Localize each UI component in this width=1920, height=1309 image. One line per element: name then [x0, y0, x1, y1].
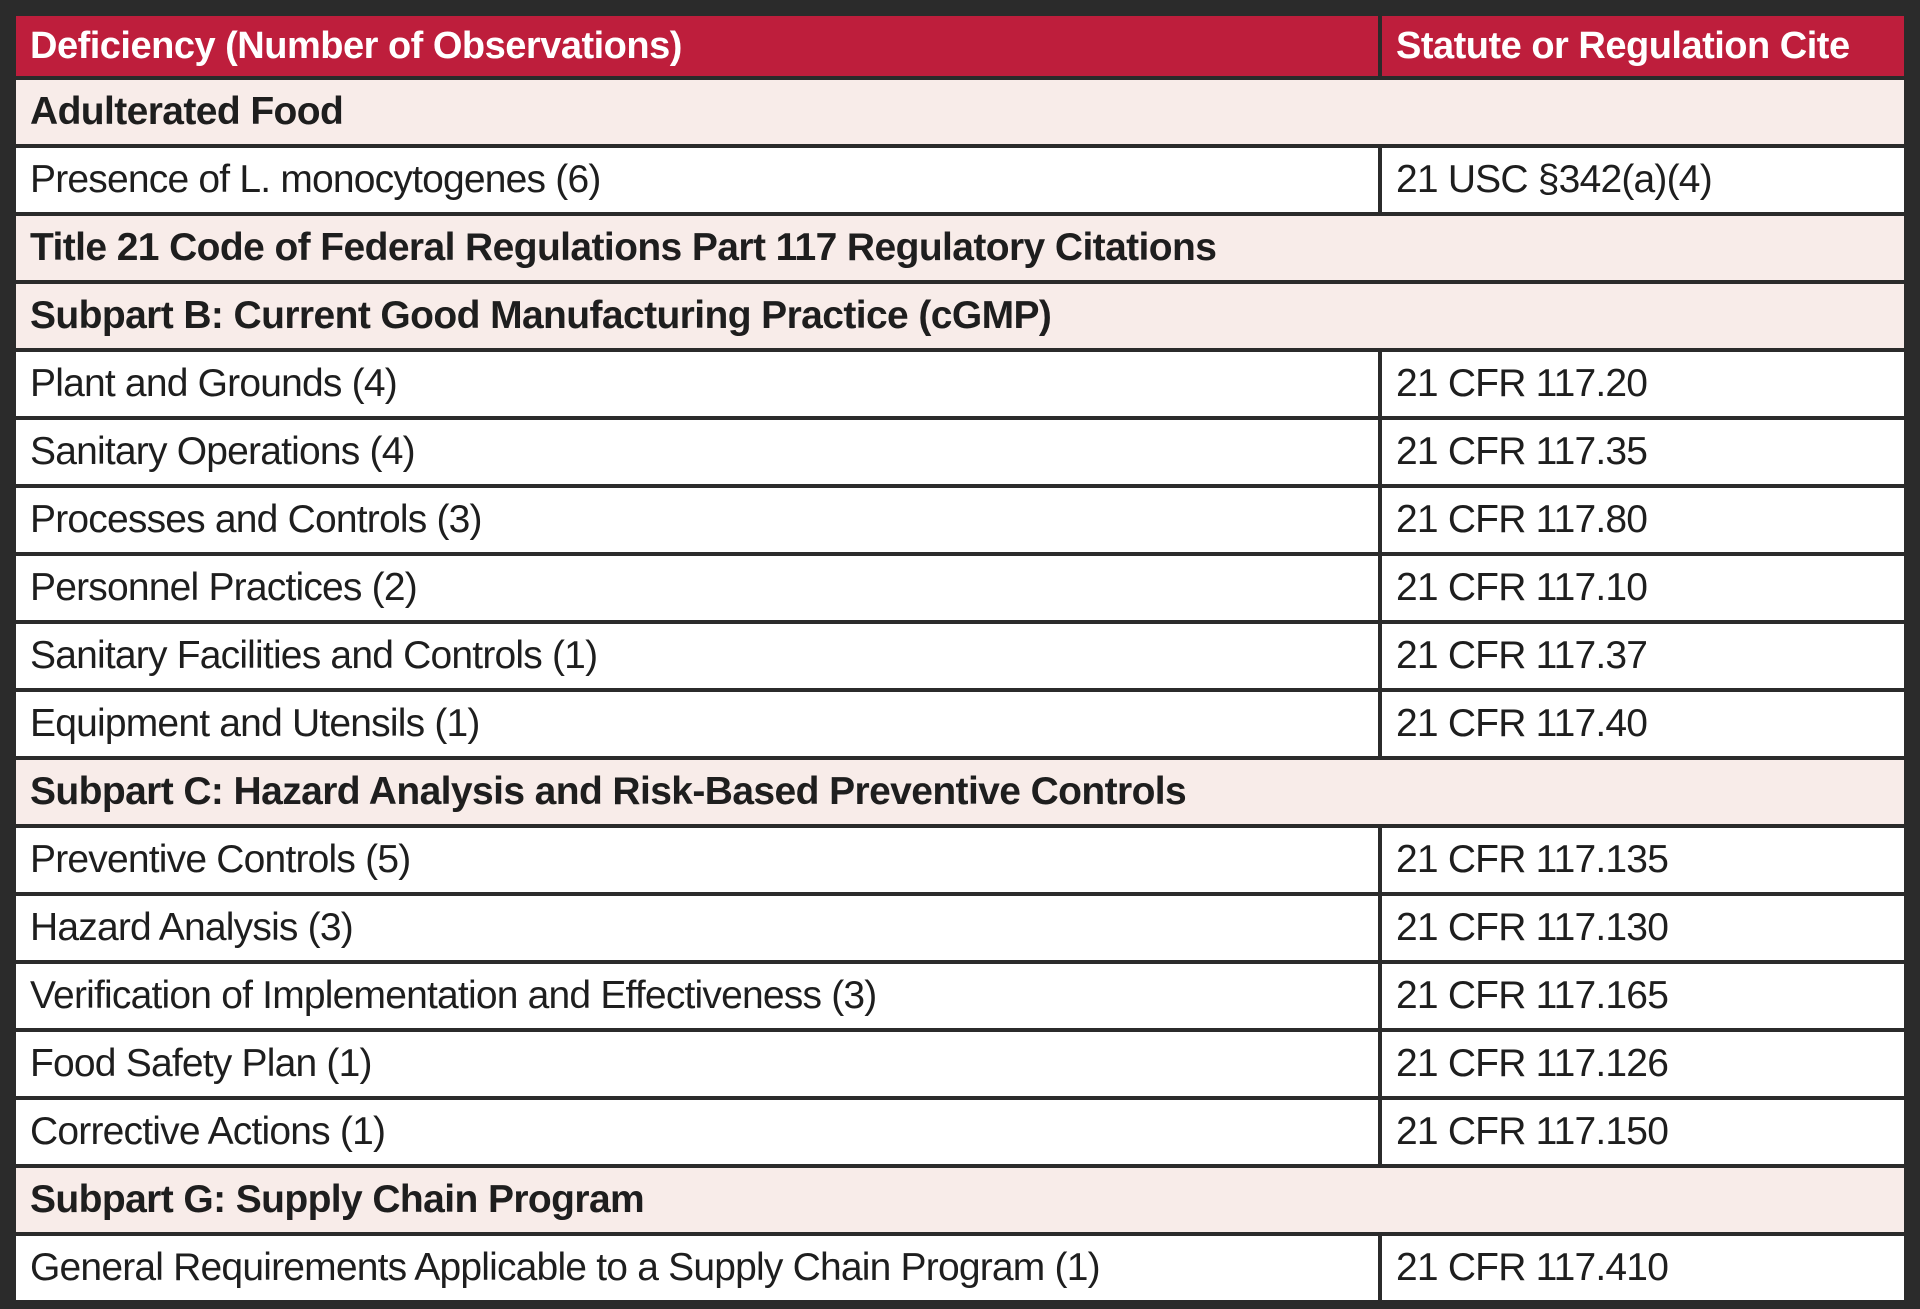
- header-cite: Statute or Regulation Cite: [1380, 14, 1906, 78]
- table-row: [14, 1234, 1906, 1302]
- deficiency-text: Sanitary Operations (4): [30, 430, 415, 473]
- deficiency-cell: [14, 1234, 1380, 1302]
- cite-cell: [1380, 826, 1906, 894]
- deficiency-cell: [14, 350, 1380, 418]
- cite-cell: [1380, 554, 1906, 622]
- deficiency-text: Corrective Actions (1): [30, 1110, 386, 1153]
- table-row: [14, 894, 1906, 962]
- cite-cell: [1380, 1098, 1906, 1166]
- deficiency-text: Hazard Analysis (3): [30, 906, 353, 949]
- section-row: [14, 758, 1906, 826]
- header-deficiency: Deficiency (Number of Observations): [14, 14, 1380, 78]
- cite-text: 21 USC §342(a)(4): [1396, 158, 1712, 201]
- deficiency-text: Personnel Practices (2): [30, 566, 417, 609]
- deficiency-cell: [14, 962, 1380, 1030]
- section-heading: [14, 1166, 1906, 1234]
- deficiency-cell: [14, 622, 1380, 690]
- deficiency-cell: [14, 418, 1380, 486]
- cite-cell: [1380, 894, 1906, 962]
- section-row: [14, 282, 1906, 350]
- deficiency-text: General Requirements Applicable to a Supply Chain Program (1): [30, 1246, 1100, 1289]
- cite-cell: [1380, 690, 1906, 758]
- section-row: [14, 1166, 1906, 1234]
- section-row: [14, 78, 1906, 146]
- cite-cell: [1380, 622, 1906, 690]
- deficiency-cell: [14, 554, 1380, 622]
- cite-cell: [1380, 1030, 1906, 1098]
- table-row: [14, 486, 1906, 554]
- cite-text: 21 CFR 117.35: [1396, 430, 1648, 473]
- table-row: [14, 622, 1906, 690]
- cite-cell: [1380, 418, 1906, 486]
- section-heading-text: Subpart C: Hazard Analysis and Risk-Based Preventive Controls: [30, 770, 1187, 813]
- table-row: [14, 418, 1906, 486]
- deficiency-cell: [14, 486, 1380, 554]
- section-heading: [14, 214, 1906, 282]
- table-row: [14, 350, 1906, 418]
- deficiency-cell: [14, 1098, 1380, 1166]
- deficiency-table: [12, 12, 1908, 1304]
- cite-cell: [1380, 350, 1906, 418]
- deficiency-text: Presence of L. monocytogenes (6): [30, 158, 601, 201]
- cite-text: 21 CFR 117.126: [1396, 1042, 1669, 1085]
- section-heading: [14, 758, 1906, 826]
- section-heading-text: Title 21 Code of Federal Regulations Part 117 Regulatory Citations: [30, 226, 1217, 269]
- cite-text: 21 CFR 117.410: [1396, 1246, 1669, 1289]
- table-row: [14, 826, 1906, 894]
- table-row: [14, 554, 1906, 622]
- section-heading-text: Adulterated Food: [30, 90, 344, 133]
- cite-cell: [1380, 146, 1906, 214]
- deficiency-text: Preventive Controls (5): [30, 838, 411, 881]
- table-row: [14, 146, 1906, 214]
- cite-text: 21 CFR 117.165: [1396, 974, 1669, 1017]
- deficiency-cell: [14, 146, 1380, 214]
- cite-text: 21 CFR 117.135: [1396, 838, 1669, 881]
- cite-text: 21 CFR 117.130: [1396, 906, 1669, 949]
- deficiency-cell: [14, 1030, 1380, 1098]
- cite-cell: [1380, 1234, 1906, 1302]
- cite-text: 21 CFR 117.40: [1396, 702, 1648, 745]
- section-heading: [14, 282, 1906, 350]
- cite-text: 21 CFR 117.37: [1396, 634, 1648, 677]
- table-row: [14, 1030, 1906, 1098]
- section-heading-text: Subpart G: Supply Chain Program: [30, 1178, 645, 1221]
- table-body: [14, 78, 1906, 1302]
- cite-text: 21 CFR 117.20: [1396, 362, 1648, 405]
- cite-text: 21 CFR 117.10: [1396, 566, 1648, 609]
- table-row: [14, 1098, 1906, 1166]
- cite-cell: [1380, 962, 1906, 1030]
- deficiency-text: Processes and Controls (3): [30, 498, 482, 541]
- deficiency-cell: [14, 826, 1380, 894]
- deficiency-cell: [14, 690, 1380, 758]
- deficiency-cell: [14, 894, 1380, 962]
- cite-text: 21 CFR 117.80: [1396, 498, 1648, 541]
- deficiency-text: Verification of Implementation and Effectiveness (3): [30, 974, 877, 1017]
- table-header-row: [14, 14, 1906, 78]
- section-heading: [14, 78, 1906, 146]
- deficiency-text: Sanitary Facilities and Controls (1): [30, 634, 598, 677]
- deficiency-text: Equipment and Utensils (1): [30, 702, 480, 745]
- cite-cell: [1380, 486, 1906, 554]
- cite-text: 21 CFR 117.150: [1396, 1110, 1669, 1153]
- section-heading-text: Subpart B: Current Good Manufacturing Practice (cGMP): [30, 294, 1052, 337]
- deficiency-text: Food Safety Plan (1): [30, 1042, 372, 1085]
- deficiency-text: Plant and Grounds (4): [30, 362, 397, 405]
- table-row: [14, 690, 1906, 758]
- section-row: [14, 214, 1906, 282]
- table-row: [14, 962, 1906, 1030]
